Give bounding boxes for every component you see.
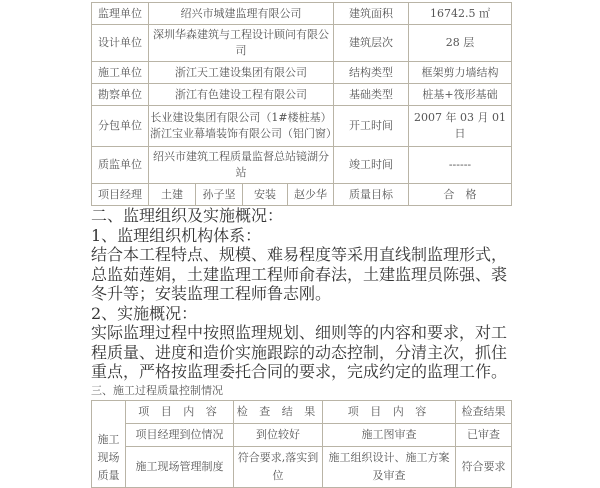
table-row	[92, 25, 512, 62]
row-label: 竣工时间	[334, 147, 409, 184]
manager-cell: 安装	[243, 184, 288, 206]
row-value: 2007 年 03 月 01 日	[409, 106, 512, 147]
row-value: 绍兴市建筑工程质量监督总站镜湖分站	[149, 147, 334, 184]
row-value: 浙江有色建设工程有限公司	[149, 84, 334, 106]
cell: 符合要求	[456, 446, 512, 487]
row-value: ------	[409, 147, 512, 184]
cell: 施工图审查	[323, 423, 456, 446]
row-label: 建筑面积	[334, 3, 409, 25]
quality-control-table	[91, 400, 512, 488]
row-label: 开工时间	[334, 106, 409, 147]
section3-heading: 三、施工过程质量控制情况	[91, 383, 223, 397]
cell: 已审查	[456, 423, 512, 446]
table-row	[92, 184, 512, 206]
row-label: 施工单位	[92, 62, 149, 84]
row-value: 绍兴市城建监理有限公司	[149, 3, 334, 25]
row-label: 设计单位	[92, 25, 149, 62]
section2-para1: 结合本工程特点、规模、难易程度等采用直线制监理形式，总监茹莲娟，土建监理工程师俞春法，土建监理员陈强、裘冬升等；安装监理工程师鲁志刚。	[91, 245, 508, 303]
row-label: 分包单位	[92, 106, 149, 147]
table-row	[92, 84, 512, 106]
row-value: 16742.5 ㎡	[409, 3, 512, 25]
row-label: 项目经理	[92, 184, 149, 206]
project-info-table	[91, 2, 512, 206]
row-group-label: 施工现场质量	[92, 400, 126, 487]
document-body	[91, 2, 511, 488]
table-row	[92, 446, 512, 487]
row-value: 桩基+筏形基础	[409, 84, 512, 106]
table-row	[92, 147, 512, 184]
cell: 施工组织设计、施工方案及审查	[323, 446, 456, 487]
row-label: 基础类型	[334, 84, 409, 106]
manager-cell: 孙子坚	[196, 184, 243, 206]
row-value: 浙江天工建设集团有限公司	[149, 62, 334, 84]
cell: 符合要求,落实到位	[234, 446, 323, 487]
row-label: 结构类型	[334, 62, 409, 84]
cell: 施工现场管理制度	[126, 446, 234, 487]
table-row	[92, 62, 512, 84]
row-value: 28 层	[409, 25, 512, 62]
row-value: 框架剪力墙结构	[409, 62, 512, 84]
row-label: 勘察单位	[92, 84, 149, 106]
cell: 项目经理到位情况	[126, 423, 234, 446]
column-header: 检查结果	[456, 400, 512, 423]
row-value: 合 格	[409, 184, 512, 206]
section2-sub2: 2、实施概况：	[91, 303, 198, 323]
manager-cell: 土建	[149, 184, 196, 206]
table-header-row	[92, 400, 512, 423]
row-value	[149, 106, 337, 147]
row-label: 质量目标	[334, 184, 409, 206]
row-label: 建筑层次	[334, 25, 409, 62]
section2-heading: 二、监理组织及实施概况：	[91, 206, 284, 225]
subcontractor-1: 长业建设集团有限公司（1#楼桩基）	[150, 111, 332, 124]
column-header: 检 查 结 果	[234, 400, 323, 423]
row-label: 监理单位	[92, 3, 149, 25]
manager-cell: 赵少华	[288, 184, 334, 206]
column-header: 项 目 内 容	[323, 400, 456, 423]
subcontractor-2: 浙江宝业幕墙装饰有限公司（铝门窗）	[150, 127, 337, 140]
cell: 到位较好	[234, 423, 323, 446]
table-row	[92, 423, 512, 446]
column-header: 项 目 内 容	[126, 400, 234, 423]
table-row	[92, 106, 512, 147]
section2-sub1: 1、监理组织机构体系：	[91, 225, 262, 245]
row-label: 质监单位	[92, 147, 149, 184]
row-value: 深圳华森建筑与工程设计顾问有限公司	[149, 25, 334, 62]
section2-para2: 实际监理过程中按照监理规划、细则等的内容和要求，对工程质量、进度和造价实施跟踪的动态控制，分清主次，抓住重点，严格按监理委托合同的要求，完成约定的监理工作。	[91, 323, 508, 381]
table-row	[92, 3, 512, 25]
